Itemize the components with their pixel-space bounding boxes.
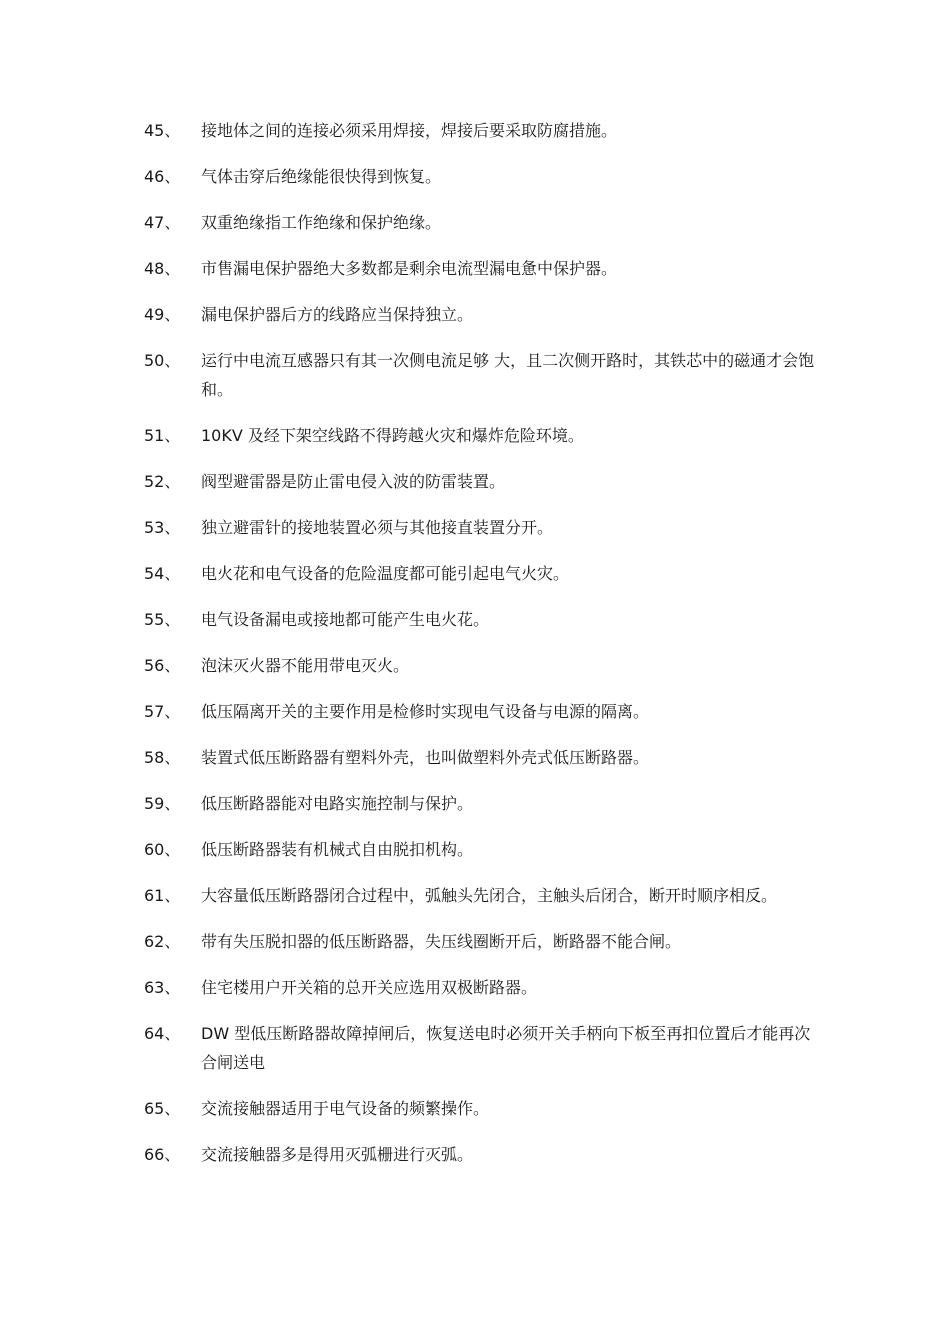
item-text: 低压断路器能对电路实施控制与保护。 [201,794,474,813]
statement-list [144,116,824,1186]
item-number: 59、 [144,794,181,813]
list-item [144,254,824,283]
item-number: 65、 [144,1099,181,1118]
list-item [144,881,824,910]
item-number: 49、 [144,305,181,324]
list-item [144,651,824,680]
item-text: 独立避雷针的接地装置必须与其他接直装置分开。 [201,518,554,537]
list-item [144,697,824,726]
item-text: 双重绝缘指工作绝缘和保护绝缘。 [201,213,442,232]
list-item [144,559,824,588]
list-item [144,346,824,404]
list-item [144,1094,824,1123]
item-number: 52、 [144,472,181,491]
item-number: 64、 [144,1024,181,1043]
item-text: 低压隔离开关的主要作用是检修时实现电气设备与电源的隔离。 [201,702,650,721]
list-item [144,927,824,956]
item-number: 66、 [144,1145,181,1164]
item-number: 61、 [144,886,181,905]
list-item [144,300,824,329]
item-text: 阀型避雷器是防止雷电侵入波的防雷装置。 [201,472,506,491]
list-item [144,1140,824,1169]
item-text: 接地体之间的连接必须采用焊接，焊接后要采取防腐措施。 [201,121,618,140]
item-number: 62、 [144,932,181,951]
item-number: 55、 [144,610,181,629]
item-number: 50、 [144,351,181,370]
item-text: 气体击穿后绝缘能很快得到恢复。 [201,167,442,186]
item-number: 57、 [144,702,181,721]
item-text: DW 型低压断路器故障掉闸后，恢复送电时必须开关手柄向下板至再扣位置后才能再次合闸送电 [201,1024,811,1072]
item-number: 46、 [144,167,181,186]
list-item [144,513,824,542]
item-number: 60、 [144,840,181,859]
item-text: 交流接触器适用于电气设备的频繁操作。 [201,1099,490,1118]
item-text: 电火花和电气设备的危险温度都可能引起电气火灾。 [201,564,570,583]
item-text: 10KV 及经下架空线路不得跨越火灾和爆炸危险环境。 [201,426,584,445]
item-text: 装置式低压断路器有塑料外壳，也叫做塑料外壳式低压断路器。 [201,748,650,767]
item-number: 51、 [144,426,181,445]
item-number: 54、 [144,564,181,583]
item-text: 带有失压脱扣器的低压断路器，失压线圈断开后，断路器不能合闸。 [201,932,682,951]
list-item [144,208,824,237]
item-number: 45、 [144,121,181,140]
item-text: 市售漏电保护器绝大多数都是剩余电流型漏电惫中保护器。 [201,259,618,278]
list-item [144,973,824,1002]
item-text: 运行中电流互感器只有其一次侧电流足够 大，且二次侧开路时，其铁芯中的磁通才会饱和。 [201,351,815,399]
item-text: 漏电保护器后方的线路应当保持独立。 [201,305,474,324]
item-text: 大容量低压断路器闭合过程中，弧触头先闭合，主触头后闭合，断开时顺序相反。 [201,886,778,905]
list-item [144,421,824,450]
item-number: 47、 [144,213,181,232]
item-text: 交流接触器多是得用灭弧栅进行灭弧。 [201,1145,474,1164]
list-item [144,162,824,191]
list-item [144,467,824,496]
item-number: 53、 [144,518,181,537]
list-item [144,605,824,634]
item-text: 住宅楼用户开关箱的总开关应选用双极断路器。 [201,978,538,997]
item-number: 48、 [144,259,181,278]
list-item [144,835,824,864]
list-item [144,1019,824,1077]
list-item [144,789,824,818]
list-item [144,116,824,145]
item-number: 58、 [144,748,181,767]
item-text: 泡沫灭火器不能用带电灭火。 [201,656,410,675]
item-number: 63、 [144,978,181,997]
item-number: 56、 [144,656,181,675]
list-item [144,743,824,772]
item-text: 电气设备漏电或接地都可能产生电火花。 [201,610,490,629]
item-text: 低压断路器装有机械式自由脱扣机构。 [201,840,474,859]
